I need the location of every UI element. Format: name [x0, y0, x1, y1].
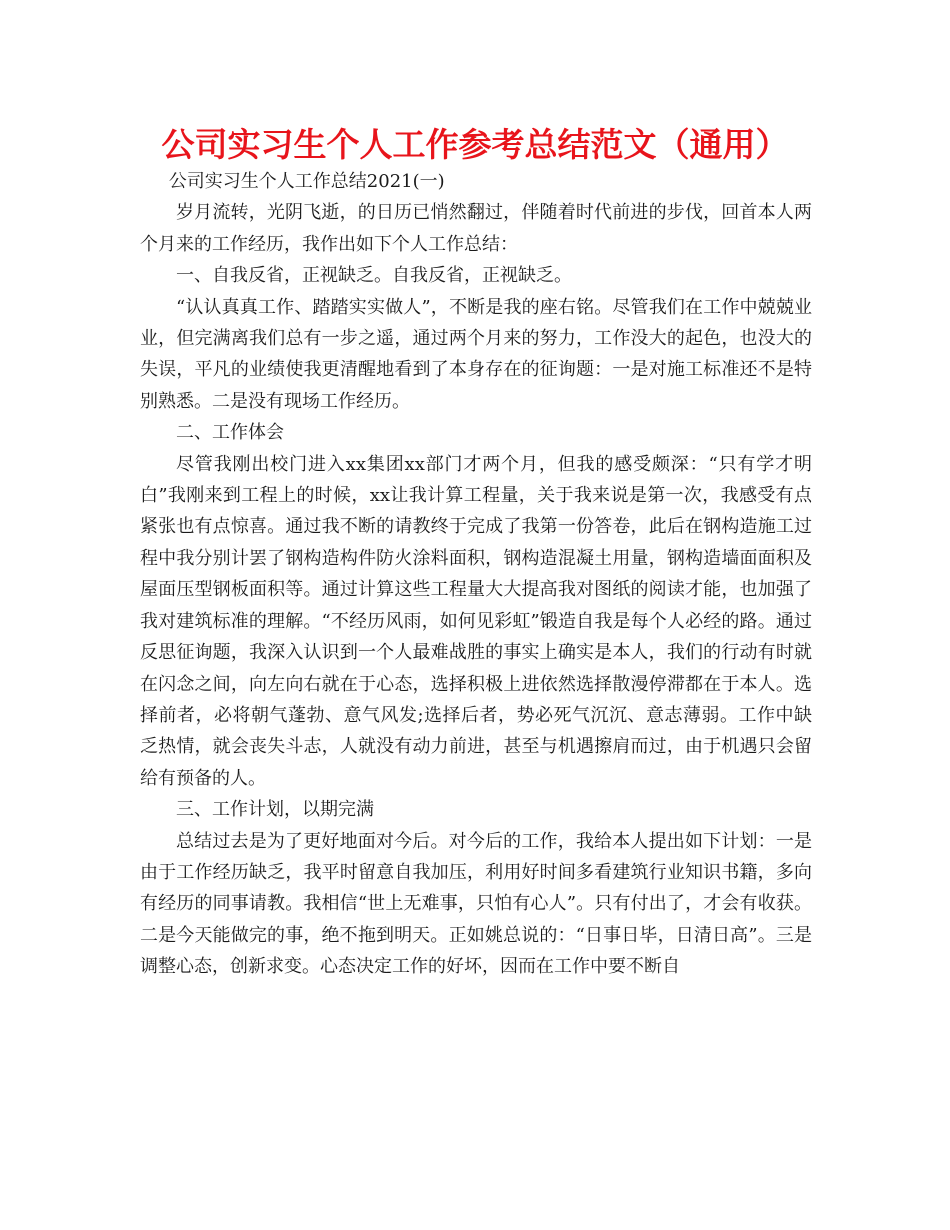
paragraph: 岁月流转，光阴飞逝，的日历已悄然翻过，伴随着时代前进的步伐，回首本人两个月来的工作经历，我作出如下个人工作总结：	[140, 202, 812, 255]
section-heading: 二、工作体会	[176, 422, 284, 444]
document-body	[140, 166, 812, 983]
document-title: 公司实习生个人工作参考总结范文（通用）	[161, 125, 789, 164]
paragraph: “认认真真工作、踏踏实实做人”，不断是我的座右铭。尽管我们在工作中兢兢业业，但完满离我们总有一步之遥，通过两个月来的努力，工作没大的起色，也没大的失误，平凡的业绩使我更清醒地看到了本身存在的征询题：一是对施工标准还不是特别熟悉。二是没有现场工作经历。	[140, 296, 812, 412]
paragraph: 尽管我刚出校门进入xx集团xx部门才两个月，但我的感受颇深：“只有学才明白”我刚来到工程上的时候，xx让我计算工程量，关于我来说是第一次，我感受有点紧张也有点惊喜。通过我不断的请教终于完成了我第一份答卷，此后在钢构造施工过程中我分别计罢了钢构造构件防火涂料面积，钢构造混凝土用量，钢构造墙面面积及屋面压型钢板面积等。通过计算这些工程量大大提高我对图纸的阅读才能，也加强了我对建筑标准的理解。“不经历风雨，如何见彩虹”锻造自我是每个人必经的路。通过反思征询题，我深入认识到一个人最难战胜的事实上确实是本人，我们的行动有时就在闪念之间，向左向右就在于心态，选择积极上进依然选择散漫停滞都在于本人。选择前者，必将朝气蓬勃、意气风发;选择后者，势必死气沉沉、意志薄弱。工作中缺乏热情，就会丧失斗志，人就没有动力前进，甚至与机遇擦肩而过，由于机遇只会留给有预备的人。	[140, 453, 812, 789]
paragraph: 总结过去是为了更好地面对今后。对今后的工作，我给本人提出如下计划：一是由于工作经历缺乏，我平时留意自我加压，利用好时间多看建筑行业知识书籍，多向有经历的同事请教。我相信“世上无难事，只怕有心人”。只有付出了，才会有收获。二是今天能做完的事，绝不拖到明天。正如姚总说的：“日事日毕，日清日高”。三是调整心态，创新求变。心态决定工作的好坏，因而在工作中要不断自	[140, 830, 812, 978]
document-subtitle: 公司实习生个人工作总结2021(一)	[168, 171, 445, 192]
section-heading: 三、工作计划，以期完满	[176, 799, 374, 821]
section-heading: 一、自我反省，正视缺乏。自我反省，正视缺乏。	[176, 265, 572, 287]
